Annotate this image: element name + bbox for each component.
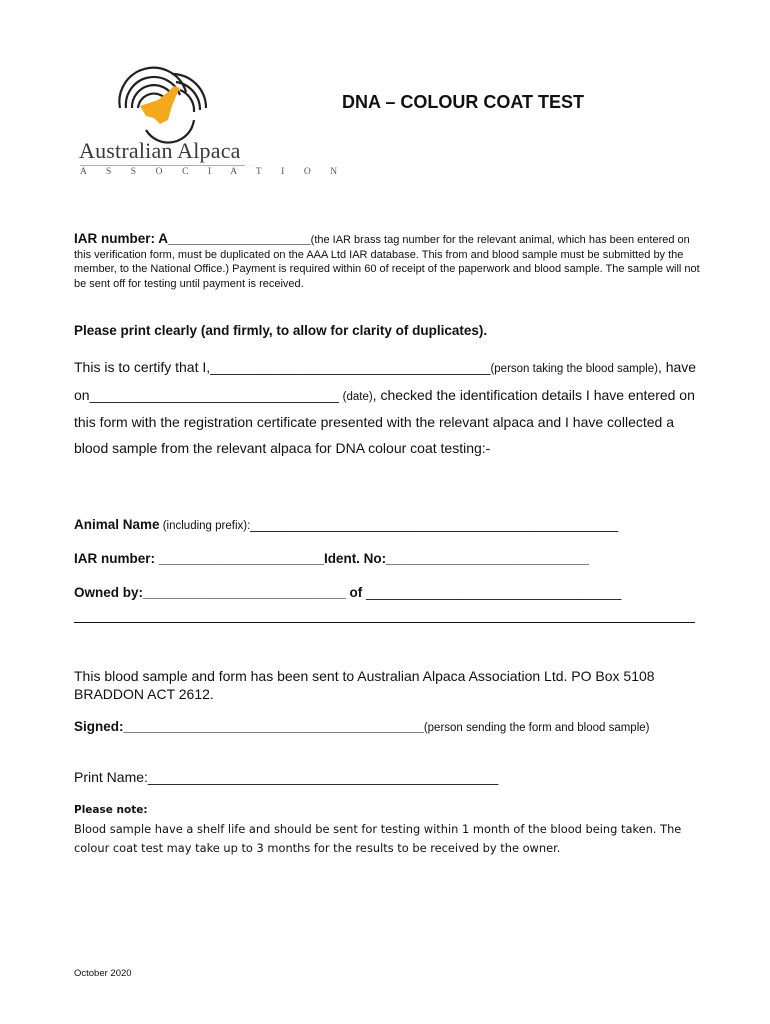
owner-of-label: of xyxy=(349,585,363,600)
iar-number-label: IAR number: A___________________ xyxy=(74,231,311,246)
address-continuation-line[interactable] xyxy=(74,622,695,623)
page-title: DNA – COLOUR COAT TEST xyxy=(342,92,584,112)
print-name-row xyxy=(74,769,498,785)
owned-by-row xyxy=(74,585,621,600)
brand-divider xyxy=(80,165,245,166)
certify-date-note: (date) xyxy=(342,390,373,403)
animal-name-note: (including prefix): xyxy=(159,520,251,532)
iar-instructions xyxy=(74,232,704,291)
certification-statement: This is to certify that I,____________________________________(person taking the blood sample), have on________________________________ (date), checked the identification details I have entered on this form with the registration certificate presented with the relevant alpaca and I have collected a blood sample from the relevant alpaca for DNA colour coat testing:- xyxy=(74,359,697,456)
certify-date-field[interactable]: have on________________________________ xyxy=(74,359,697,403)
iar-number-field[interactable]: IAR number: ______________________ xyxy=(74,551,324,566)
footer-date: October 2020 xyxy=(74,968,132,979)
print-clearly-instruction: Please print clearly (and firmly, to allow for clarity of duplicates). xyxy=(74,323,488,338)
signed-field[interactable]: Signed:________________________________________ xyxy=(74,719,424,734)
print-name-label: Print Name xyxy=(74,769,145,785)
owner-address-field[interactable]: __________________________________ xyxy=(362,585,622,600)
brand-subtitle: A S S O C I A T I O N xyxy=(80,167,346,177)
certify-text: , checked the identification details I have entered on this form with the registration certificate presented with the relevant alpaca and I have collected a blood sample from the relevant alpaca for DNA colour coat testing:- xyxy=(74,386,695,456)
note-heading: Please note: xyxy=(74,804,148,816)
certify-name-note: (person taking the blood sample) xyxy=(490,363,658,375)
certify-name-field[interactable]: This is to certify that I,____________________________________ xyxy=(74,359,491,375)
animal-name-field[interactable]: _________________________________________________ xyxy=(250,517,619,532)
brand-name: Australian Alpaca xyxy=(79,138,241,163)
animal-name-label: Animal Name xyxy=(74,517,160,532)
ident-no-field[interactable]: Ident. No:___________________________ xyxy=(323,551,589,566)
signed-note: (person sending the form and blood sample) xyxy=(423,722,650,734)
sent-to-address: This blood sample and form has been sent to Australian Alpaca Association Ltd. PO Box 5108 BRADDON ACT 2612. xyxy=(74,668,655,702)
note-text: Blood sample have a shelf life and should be sent for testing within 1 month of the blood being taken. The colour coat test may take up to 3 months for the results to be received by the owner. xyxy=(74,822,682,855)
print-name-field[interactable]: :_____________________________________________ xyxy=(144,769,499,785)
signed-row xyxy=(74,718,704,737)
iar-number-row xyxy=(74,551,589,566)
iar-explanation: (the IAR brass tag number for the relevant animal, which has been entered on this verification form, must be duplicated on the AAA Ltd IAR database. This from and blood sample must be submitted by the member, to the National Office.) Payment is required within 60 of receipt of the paperwork and blood sample. The sample will not be sent off for testing until payment is received. xyxy=(74,234,700,290)
owned-by-field[interactable]: Owned by:___________________________ xyxy=(74,585,350,600)
animal-name-row xyxy=(74,517,618,532)
